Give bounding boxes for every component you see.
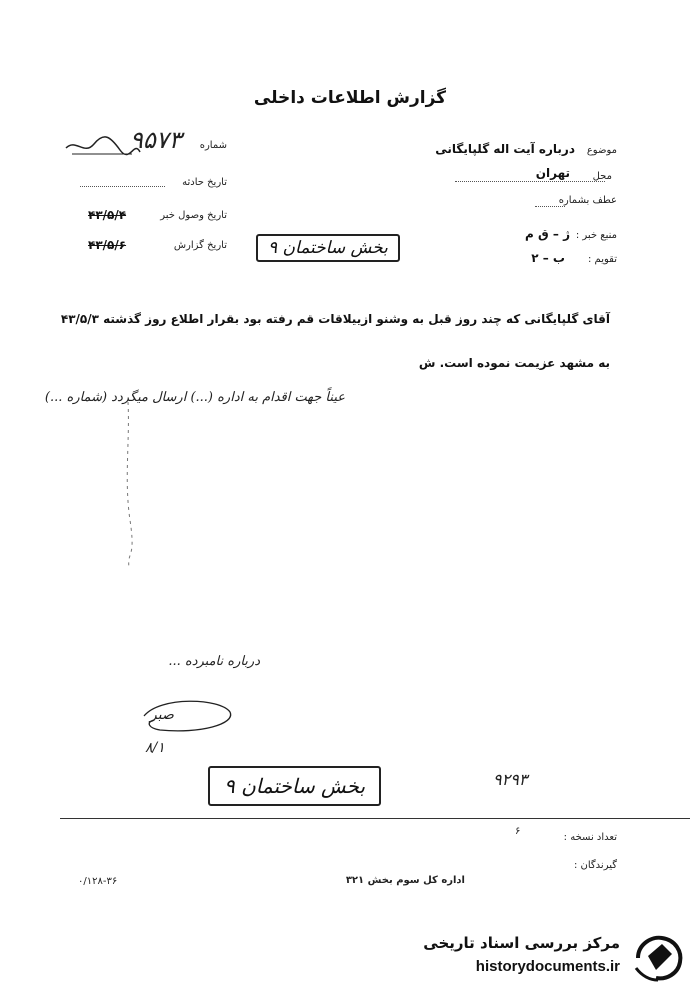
recipient-value: اداره کل سوم بخش ۳۲۱	[345, 875, 465, 886]
reference-label: عطف بشماره	[558, 195, 617, 206]
incident-date-dotted-line	[80, 186, 165, 187]
report-date-value: ۴۳/۵/۶	[88, 238, 127, 252]
document-code: ۰/۱۲۸-۳۶	[78, 876, 118, 887]
incident-date-label: تاریخ حادثه	[182, 177, 227, 188]
location-dotted-line	[455, 181, 605, 182]
number-label: شماره	[199, 140, 227, 151]
evaluation-label: تقویم :	[588, 254, 617, 265]
location-value: تهران	[535, 166, 570, 180]
source-label: منبع خبر :	[575, 230, 617, 241]
body-line-2: به مشهد عزیمت نموده است. ش	[418, 356, 610, 370]
handwritten-note-1: درباره نامبرده ...	[168, 654, 260, 669]
copies-label: تعداد نسخه :	[563, 832, 617, 843]
handwritten-number: ۹۲۹۳	[493, 770, 528, 789]
subject-label: موضوع	[586, 145, 617, 156]
source-value: ژ – ق م	[525, 227, 570, 241]
margin-pencil-mark	[118, 400, 138, 570]
report-title: گزارش اطلاعات داخلی	[253, 88, 447, 108]
received-date-value: ۴۳/۵/۴	[88, 208, 127, 222]
copies-value: ۶	[515, 826, 521, 837]
handwritten-scribble	[62, 130, 142, 160]
signature-loop	[140, 694, 235, 736]
handwritten-note-3: ۸/۱	[145, 740, 165, 756]
watermark-block	[377, 930, 692, 986]
bottom-stamp: بخش ساختمان ۹	[208, 766, 381, 806]
body-line-1: آقای گلپایگانی که چند روز قبل به وشنو ازییلاقات قم رفته بود بقرار اطلاع روز گذشته ۴۳/۵/۳	[60, 312, 610, 326]
number-value: ۹۵۷۳	[130, 126, 182, 154]
watermark-url: historydocuments.ir	[475, 958, 620, 975]
archive-logo-icon	[632, 934, 686, 982]
handwritten-note-2: صبر	[150, 707, 174, 723]
reference-dotted-line	[535, 206, 565, 207]
footer-divider	[60, 818, 690, 819]
watermark-title: مرکز بررسی اسناد تاریخی	[423, 934, 620, 952]
recipients-label: گیرندگان :	[573, 860, 617, 871]
report-date-label: تاریخ گزارش	[173, 240, 227, 251]
evaluation-value: ب – ۲	[531, 251, 565, 265]
received-date-label: تاریخ وصول خبر	[160, 210, 227, 221]
handwritten-forwarding-note: عیناً جهت اقدام به اداره (...) ارسال میگردد (شماره ...)	[44, 390, 345, 405]
location-label: محل	[592, 171, 612, 182]
subject-value: درباره آیت اله گلپایگانی	[435, 142, 575, 156]
top-stamp: بخش ساختمان ۹	[256, 234, 400, 262]
